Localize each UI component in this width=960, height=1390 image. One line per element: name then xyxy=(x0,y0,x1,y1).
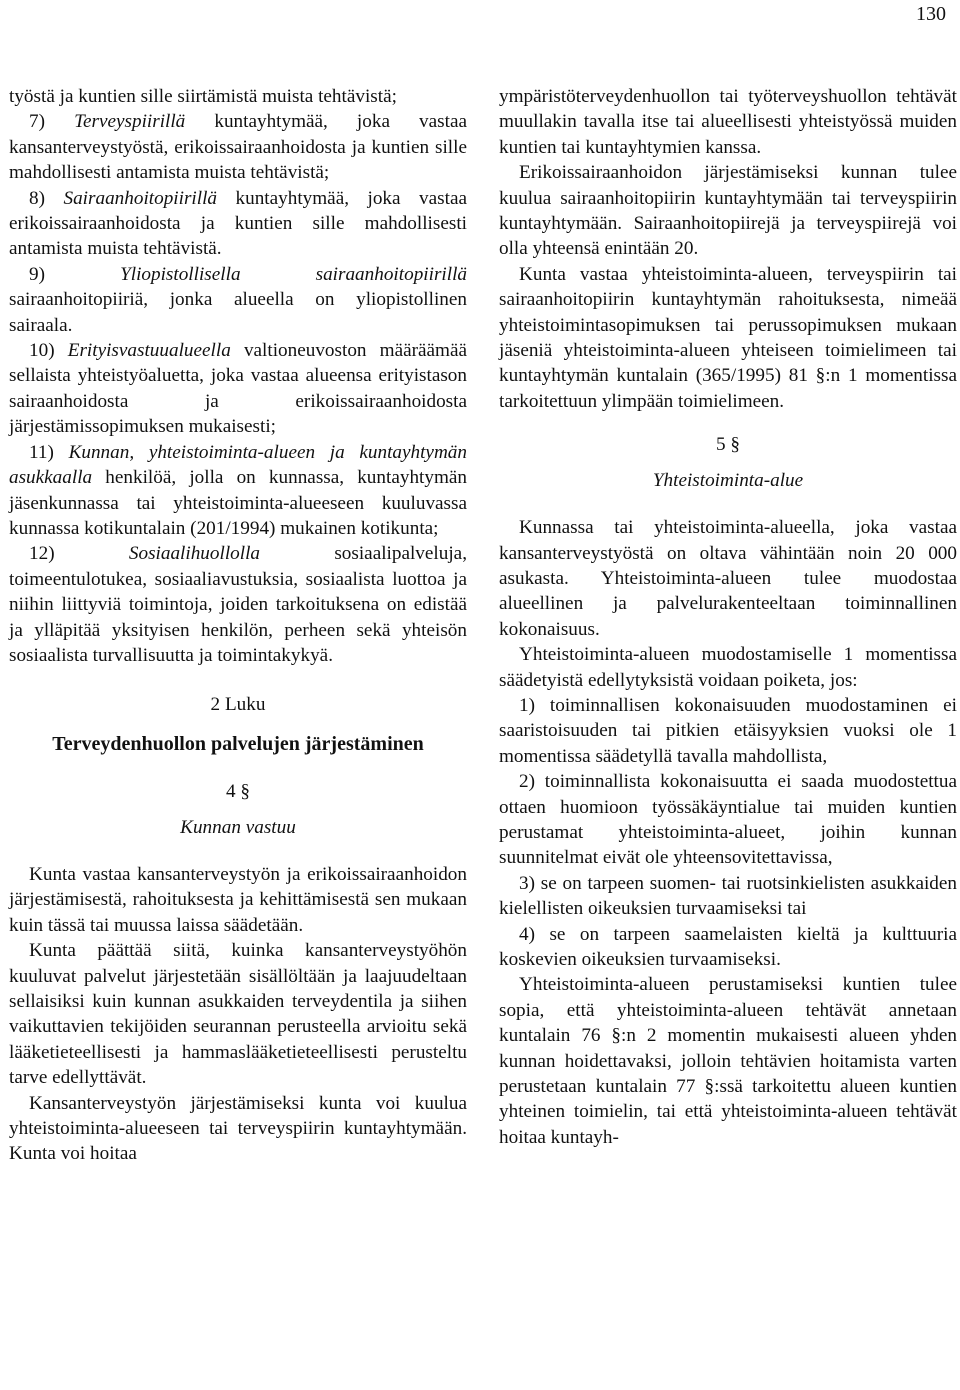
paragraph: ympäristöterveydenhuollon tai työterveyshuollon tehtävät muullakin tavalla itse tai alueellisesti yhteistyössä muiden kuntien tai kuntayhtymien kanssa. xyxy=(499,86,957,158)
section-number: 4 § xyxy=(226,781,250,803)
list-item: 1) toiminnallisen kokonaisuuden muodostaminen ei saaristoisuuden tai pitkien etäisyyksien vuoksi ole 1 momentissa säädetyllä tavalla mahdollista, xyxy=(499,694,957,767)
paragraph: Kunta vastaa kansanterveystyön ja erikoissairaanhoidon järjestämisestä, rahoituksesta ja kehittämisestä sen mukaan kuin tässä tai muussa laissa säädetään. xyxy=(9,863,467,936)
page-number: 130 xyxy=(916,3,946,25)
chapter-number: 2 Luku xyxy=(210,694,266,716)
section-title: Kunnan vastuu xyxy=(180,816,296,838)
paragraph: Kansanterveystyön järjestämiseksi kunta voi kuulua yhteistoiminta-alueeseen tai terveyspiirin kuntayhtymään. Kunta voi hoitaa xyxy=(9,1092,467,1165)
definition-12: 12) Sosiaalihuollolla sosiaalipalveluja, toimeentulotukea, sosiaaliavustuksia, sosiaalista luottoa ja niihin liittyviä toimintoja, joiden tarkoituksena on edistää ja ylläpitää yksityisen henkilön, perheen sekä yhteisön sosiaalista turvallisuutta ja toimintakykyä. xyxy=(9,543,467,666)
term: Sosiaalihuollolla xyxy=(128,543,261,565)
paragraph: Erikoissairaanhoidon järjestämiseksi kunnan tulee kuulua sairaanhoitopiirin kuntayhtymään tai terveyspiirin kuntayhtymään. Sairaanhoitopiirejä ja terveyspiirejä voi olla yhteensä enintään 20. xyxy=(499,162,957,260)
term: Yliopistollisella sairaanhoitopiirillä xyxy=(120,263,467,285)
left-column xyxy=(9,84,467,1167)
definition-10: 10) Erityisvastuualueella valtioneuvoston määräämää sellaista yhteistyöaluetta, joka vastaa alueensa erityistason sairaanhoidosta ja erikoissairaanhoidosta järjestämissopimuksen mukaisesti; xyxy=(9,340,467,438)
definition-11: 11) Kunnan, yhteistoiminta-alueen ja kuntayhtymän asukkaalla henkilöä, jolla on kunnassa, kuntayhtymän jäsenkunnassa tai yhteistoiminta-alueeseen kuuluvassa kunnassa kotikuntalain (201/1994) mukainen kotikunta; xyxy=(9,441,467,539)
chapter-title: Terveydenhuollon palvelujen järjestäminen xyxy=(52,732,424,755)
paragraph: työstä ja kuntien sille siirtämistä muista tehtävistä; xyxy=(9,86,397,107)
list-item: 3) se on tarpeen suomen- tai ruotsinkielisten asukkaiden kielellisten oikeuksien turvaamiseksi tai xyxy=(499,872,957,920)
term: Erityisvastuualueella xyxy=(67,340,231,362)
definition-9: 9) Yliopistollisella sairaanhoitopiirillä sairaanhoitopiiriä, jonka alueella on yliopistollinen sairaala. xyxy=(9,263,467,336)
section-number: 5 § xyxy=(716,434,740,456)
paragraph: Yhteistoiminta-alueen muodostamiselle 1 momentissa säädetyistä edellytyksistä voidaan poiketa, jos: xyxy=(499,644,957,691)
paragraph: Yhteistoiminta-alueen perustamiseksi kuntien tulee sopia, että yhteistoiminta-alueen tehtävät annetaan kuntalain 76 §:n 2 momentin mukaisesti alueen yhden kunnan hoidettavaksi, jolloin tehtävien hoitamista varten perustetaan kuntalain 77 §:ssä tarkoitettu alueen kuntien yhteinen toimielin, tai että yhteistoiminta-alueen tehtävät hoitaa kuntayh- xyxy=(499,974,957,1148)
right-column xyxy=(499,84,957,1150)
paragraph: Kunta päättää siitä, kuinka kansanterveystyöhön kuuluvat palvelut järjestetään sisällöltään ja laajuudeltaan sellaisiksi kuin kunnan asukkaiden terveydentila ja siihen vaikuttavien tekijöiden seurannan perusteella arvioitu sekä lääketieteellisesti ja hammaslääketieteellisesti perusteltu tarve edellyttävät. xyxy=(9,940,467,1089)
definition-8: 8) Sairaanhoitopiirillä kuntayhtymää, joka vastaa erikoissairaanhoidosta ja kuntien sille mahdollisesti antamista muista tehtävistä. xyxy=(9,187,467,260)
definition-7: 7) Terveyspiirillä kuntayhtymää, joka vastaa kansanterveystyöstä, erikoissairaanhoidosta ja kuntien sille mahdollisesti antamista muista tehtävistä; xyxy=(9,111,467,184)
paragraph: Kunta vastaa yhteistoiminta-alueen, terveyspiirin tai sairaanhoitopiirin kuntayhtymän rahoituksesta, nimeää yhteistoimintasopimuksen tai perussopimuksen mukaan jäseniä yhteistoiminta-alueen yhteiseen toimielimeen tai kuntayhtymän kuntalain (365/1995) 81 §:n 1 momentissa tarkoitettuun ylimpään toimielimeen. xyxy=(499,263,957,412)
term: Sairaanhoitopiirillä xyxy=(63,187,218,209)
paragraph: Kunnassa tai yhteistoiminta-alueella, joka vastaa kansanterveystyöstä on oltava vähintään noin 20 000 asukasta. Yhteistoiminta-alueen tulee muodostaa alueellinen ja palvelurakenteeltaan toiminnallinen kokonaisuus. xyxy=(499,517,957,640)
list-item: 2) toiminnallista kokonaisuutta ei saada muodostettua ottaen huomioon työssäkäyntialue tai muiden kuntien perustamat yhteistoiminta-alueet, joihin kunnan suunnitelmat eivät ole yhteensovitettavissa, xyxy=(499,771,957,869)
term: Kunnan, yhteistoiminta-alueen ja kuntayhtymän asukkaalla xyxy=(9,441,467,489)
list-item: 4) se on tarpeen saamelaisten kieltä ja kulttuuria koskevien oikeuksien turvaamiseksi. xyxy=(499,923,957,970)
section-title: Yhteistoiminta-alue xyxy=(652,469,804,491)
term: Terveyspiirillä xyxy=(74,111,186,133)
